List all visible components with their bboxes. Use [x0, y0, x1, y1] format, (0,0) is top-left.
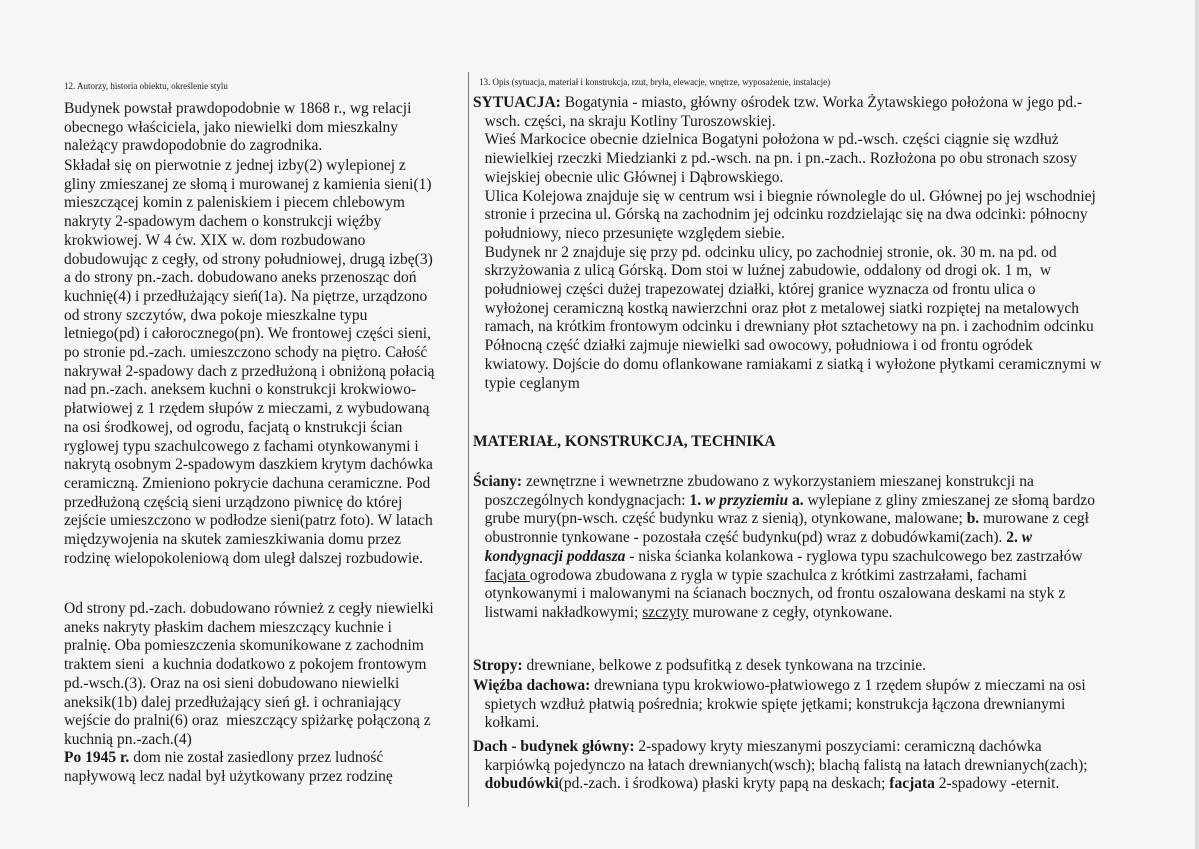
sciany-label: Ściany: — [473, 473, 523, 490]
description-column — [468, 0, 1199, 849]
sciany-a: a. — [788, 491, 804, 509]
dach-text-2: (pd.-zach. i środkowa) płaski kryty papą na deskach; — [558, 775, 890, 793]
wiezba-text: drewniana typu krokwiowo-płatwiowego z 1 rzędem słupów z mieczami na osi spietych wzdłuż płatwią pośrednia; krokwie spięte jętkami; konstrukcja łączona drewnianymi kołkami. — [484, 677, 1086, 732]
description-header: 13. Opis (sytuacja, materiał i konstrukcja, rzut, bryła, elewacje, wnętrze, wyposażenie, instalacje) — [479, 77, 831, 87]
sytuacja-text: Bogatynia - miasto, główny ośrodek tzw. Worka Żytawskiego położona w jego pd.- wsch. części, na skraju Kotliny Turoszowskiej. Wieś Markocice obecnie dzielnica Bogatyni położona w pd.-wsch. części ciągnie się wzdłuż niewielkiej rzeczki Miedzianki z pd.-wsch. na pn. i pn.-zach.. Rozłożona po obu stronach szosy wiejskiej obecnie ulic Głównej i Dąbrowskiego. Ulica Kolejowa znajduje się w centrum wsi i biegnie równolegle do ul. Głównej po jej wschodniej stronie i przecina ul. Górską na zachodnim jej odcinku rozdzielając się na dwa odcinki: północny południowy, nieco przesunięte względem siebie. Budynek nr 2 znajduje się przy pd. odcinku ulicy, po zachodniej stronie, ok. 30 m. na pd. od skrzyżowania z ulicą Górską. Dom stoi w luźnej zabudowie, oddalony od drogi ok. 1 m, w południowej części dużej trapezowatej działki, której granice wyznacza od frontu ulica o wyłożonej ceramiczną kostką nawierzchni oraz płot z metalowej siatki rozpiętej na metalowych ramach, na krótkim frontowym odcinku i drewniany płot sztachetowy na pn. i zachodnim odcinku Północną część działki zajmuje niewielki sad owocowy, południowa i od frontu ogródek kwiatowy. Dojście do domu oflankowane ramiakami z siatką i wyłożone płytkami ceramicznymi w typie ceglanym — [484, 94, 1102, 392]
sciany-num-1: 1. — [689, 491, 702, 509]
dach-section — [473, 738, 1088, 794]
sciany-b: b. — [966, 510, 980, 528]
sciany-text-3: murowane z cegł obustronnie tynkowane - pozostała część budynku(pd) wraz z dobudówkami(zach). — [484, 510, 1089, 547]
history-paragraph-1: Budynek powstał prawdopodobnie w 1868 r., wg relacji obecnego właściciela, jako niewielki dom mieszkalny należący prawdopodobnie do zagrodnika. — [64, 100, 412, 155]
sciany-przyziemie: w przyziemiu — [701, 491, 789, 509]
dach-facjata: facjata — [889, 775, 935, 793]
post1945-text: dom nie został zasiedlony przez ludność napływową lecz nadal był użytkowany przez rodzinę — [64, 749, 393, 785]
sciany-facjata: facjata — [484, 566, 530, 584]
scan-edge — [1195, 0, 1199, 849]
stropy-section — [473, 657, 926, 676]
dach-text-3: 2-spadowy -eternit. — [934, 775, 1060, 793]
history-paragraph-2: Składał się on pierwotnie z jednej izby(2) wylepionej z gliny zmieszanej ze słomą i murowanej z kamienia sieni(1) mieszczącej komin z paleniskiem i piecem chlebowym nakryty 2-spadowym dachem o konstrukcji więźby krokwiowej. W 4 ćw. XIX w. dom rozbudowano dobudowując z cegły, od strony południowej, drugą izbę(3) a do strony pn.-zach. dobudowano aneks przenosząc doń kuchnię(4) i przedłużający sień(1a). Na piętrze, urządzono od strony szczytów, dwa pokoje mieszkalne typu letniego(pd) i całorocznego(pn). We frontowej części sieni, po stronie pd.-zach. umieszczono schody na piętro. Całość nakrywał 2-spadowy dach z przedłużoną i obniżoną połacią nad pn.-zach. aneksem kuchni o konstrukcji krokwiowo- płatwiowej z 1 rzędem słupów z mieczami, z wybudowaną na osi środkowej, od ogrodu, facjatą o knstrukcji ścian ryglowej typu szachulcowego z fachami otynkowanymi i nakrytą osobnym 2-spadowym daszkiem krytym dachówka ceramiczną. Zmieniono pokrycie dachuna ceramiczne. Pod przedłużoną częścią sieni urządzono piwnicę do której zejście umieszczono w podłodze sieni(patrz foto). W latach międzywojenia na skutek zamieszkiwania domu przez rodzinę wielopokoleniową dom uległ dalszej rozbudowie. — [64, 157, 435, 567]
sciany-text-5: ogrodowa zbudowana z rygla w typie szachulca z krótkimi zastrzałami, fachami otynkowanymi i malowanymi na ścianach bocznych, od frontu oszalowana deskami na styk z listwami nakładkowymi; — [484, 566, 1066, 621]
stropy-label: Stropy: — [473, 657, 523, 674]
post1945-label: Po 1945 r. — [64, 749, 130, 766]
wiezba-section — [473, 677, 1086, 733]
sytuacja-label: SYTUACJA: — [473, 94, 561, 111]
sciany-section — [473, 473, 1095, 623]
history-header: 12. Autorzy, historia obiektu, określenie stylu — [64, 81, 228, 91]
wiezba-label: Więźba dachowa: — [473, 677, 591, 694]
sciany-text-2: wylepiane z gliny zmieszanej ze słomą bardzo grube mury(pn-wsch. część budynku wraz z sienią), otynkowane, malowane; — [484, 491, 1095, 528]
sciany-text-4: - niska ścianka kolankowa - ryglowa typu szachulcowego bez zastrzałów — [629, 547, 1083, 565]
sytuacja-section — [473, 94, 1101, 393]
sciany-poddasze: w kondygnacji poddasza — [484, 529, 1033, 565]
history-paragraph-3: Od strony pd.-zach. dobudowano również z cegły niewielki aneks nakryty płaskim dachem mieszczący kuchnie i pralnię. Oba pomieszczenia skomunikowane z zachodnim traktem sieni a kuchnia dodatkowo z pokojem frontowym pd.-wsch.(3). Oraz na osi sieni dobudowano niewielki aneksik(1b) dalej przedłużający sień gł. i ochraniający wejście do pralni(6) oraz mieszczący spiżarkę połączoną z kuchnią pn.-zach.(4) — [64, 600, 434, 748]
stropy-text: drewniane, belkowe z podsufitką z desek tynkowana na trzcinie. — [522, 657, 926, 674]
dach-label: Dach - budynek główny: — [473, 738, 635, 755]
sciany-text-6: murowane z cegły, otynkowane. — [688, 603, 893, 621]
sciany-num-2: 2. — [1006, 529, 1018, 547]
sciany-text-1: zewnętrzne i wewnetrzne zbudowano z wykorzystaniem mieszanej konstrukcji na poszczególnych kondygnacjach: — [484, 473, 1034, 509]
sciany-szczyty: szczyty — [642, 603, 689, 621]
history-column — [0, 0, 468, 849]
history-paragraph-post1945 — [64, 749, 393, 786]
dach-dobudowki: dobudówki — [484, 775, 559, 793]
material-section-heading: MATERIAŁ, KONSTRUKCJA, TECHNIKA — [473, 433, 776, 450]
dach-text-1: 2-spadowy kryty mieszanymi poszyciami: ceramiczną dachówka karpiówką pojedynczo na łatach drewnianych(wsch); blachą falistą na łatach drewnianych(zach); — [484, 738, 1088, 774]
